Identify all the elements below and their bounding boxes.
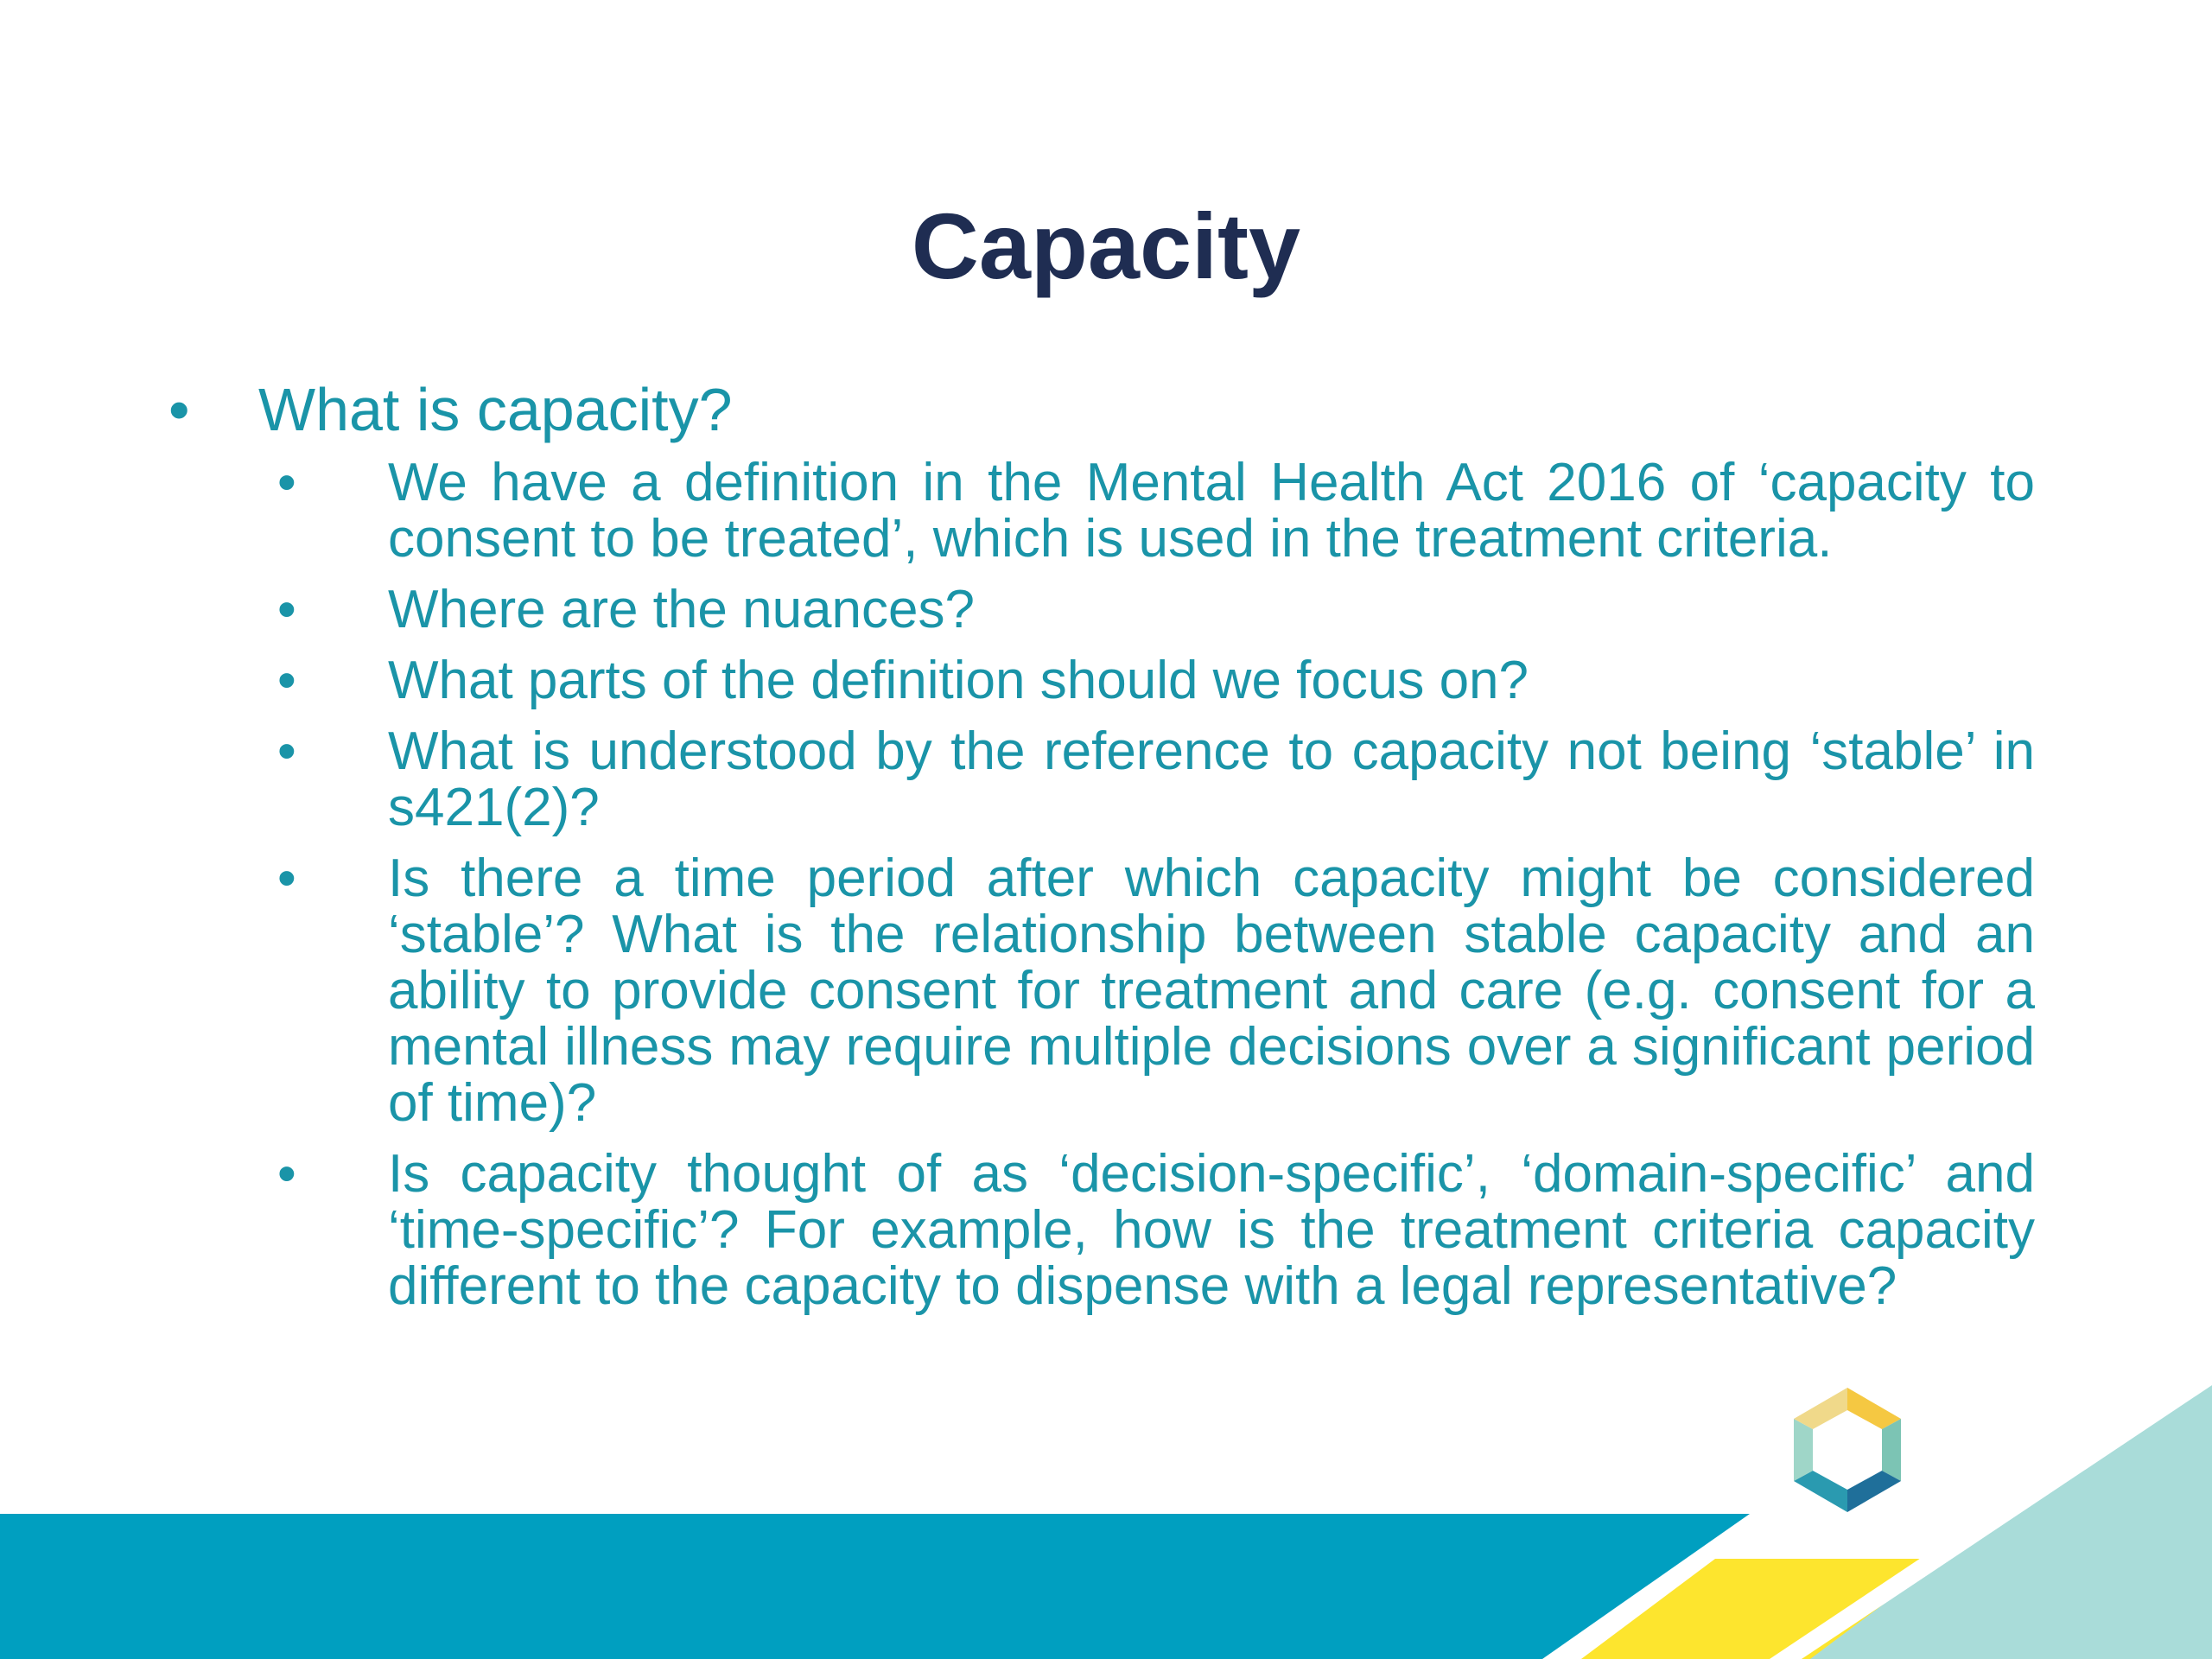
logo-segment-bottom-right xyxy=(1847,1471,1901,1512)
logo-segment-top-right xyxy=(1882,1419,1901,1481)
logo-segment-bottom xyxy=(1794,1471,1847,1512)
subbullet-dot: • xyxy=(277,849,296,908)
subbullet-dot: • xyxy=(277,580,296,639)
logo-segment-top xyxy=(1847,1388,1901,1429)
subbullet-text: Is capacity thought of as ‘decision-specific’, ‘domain-specific’ and ‘time-specific’? For example, how is the treatment criteria capacity different to the capacity to dispense with a legal representative? xyxy=(388,1144,2035,1316)
subbullet-text: Is there a time period after which capacity might be considered ‘stable’? What is the relationship between stable capacity and an ability to provide consent for treatment and care (e.g. consent for a mental illness may require multiple decisions over a significant period of time)? xyxy=(388,849,2035,1133)
bullet-dot: • xyxy=(168,376,190,443)
subbullet-dot: • xyxy=(277,651,296,710)
subbullet-text: What is understood by the reference to capacity not being ‘stable’ in s421(2)? xyxy=(388,721,2035,837)
subbullet-text: What parts of the definition should we focus on? xyxy=(388,651,1529,710)
slide-title: Capacity xyxy=(911,194,1301,298)
logo-segment-top-left xyxy=(1794,1388,1847,1429)
logo-segment-bottom-left xyxy=(1794,1419,1813,1481)
subbullet-text: Where are the nuances? xyxy=(388,580,975,639)
subbullet-dot: • xyxy=(277,721,296,781)
subbullet-dot: • xyxy=(277,453,296,512)
subbullet-dot: • xyxy=(277,1144,296,1204)
bullet-text: What is capacity? xyxy=(258,376,733,443)
subbullet-text: We have a definition in the Mental Health Act 2016 of ‘capacity to consent to be treated’, which is used in the treatment criteria. xyxy=(388,453,2035,569)
